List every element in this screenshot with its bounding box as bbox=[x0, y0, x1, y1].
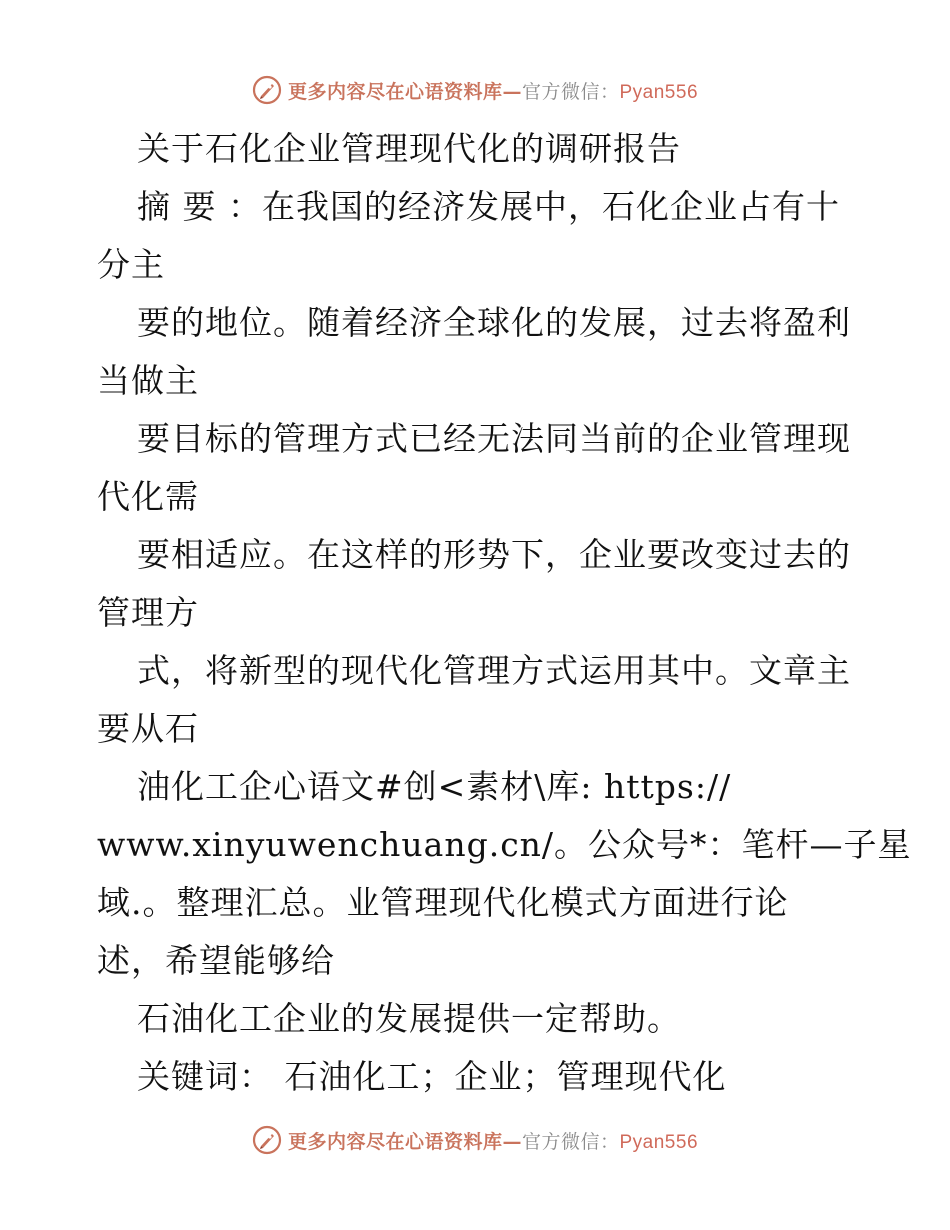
abstract-line: 域.。整理汇总。业管理现代化模式方面进行论 bbox=[97, 883, 789, 922]
watermark-separator: — bbox=[502, 80, 522, 103]
watermark-label: 官方微信： bbox=[521, 1130, 620, 1153]
abstract-line: www.xinyuwenchuang.cn/。公众号*：笔杆—子星 bbox=[97, 825, 912, 864]
watermark-wechat-id: Pyan556 bbox=[619, 81, 699, 103]
document-title: 关于石化企业管理现代化的调研报告 bbox=[137, 129, 681, 168]
abstract-line: 代化需 bbox=[97, 477, 199, 516]
watermark-separator: — bbox=[502, 1130, 522, 1153]
quill-logo-icon bbox=[252, 1125, 282, 1155]
abstract-line: 要目标的管理方式已经无法同当前的企业管理现 bbox=[137, 419, 851, 458]
abstract-line: 要相适应。在这样的形势下，企业要改变过去的 bbox=[137, 535, 851, 574]
keywords-line: 关键词： 石油化工；企业；管理现代化 bbox=[137, 1057, 727, 1096]
header-watermark bbox=[0, 72, 950, 108]
watermark-text bbox=[288, 1127, 698, 1154]
watermark-wechat-id: Pyan556 bbox=[619, 1131, 699, 1153]
abstract-line: 要从石 bbox=[97, 709, 199, 748]
abstract-line: 管理方 bbox=[97, 593, 199, 632]
document-body bbox=[97, 120, 912, 1106]
watermark-brand: 更多内容尽在心语资料库 bbox=[287, 80, 503, 103]
quill-logo-icon bbox=[252, 75, 282, 105]
watermark-label: 官方微信： bbox=[521, 80, 620, 103]
abstract-line: 当做主 bbox=[97, 361, 199, 400]
abstract-line: 式，将新型的现代化管理方式运用其中。文章主 bbox=[137, 651, 851, 690]
footer-watermark bbox=[0, 1122, 950, 1158]
abstract-line: 摘 要 ：在我国的经济发展中，石化企业占有十 bbox=[137, 187, 840, 226]
abstract-line: 石油化工企业的发展提供一定帮助。 bbox=[137, 999, 681, 1038]
abstract-line: 油化工企心语文#创<素材\库: https:// bbox=[137, 767, 732, 806]
abstract-line: 要的地位。随着经济全球化的发展，过去将盈利 bbox=[137, 303, 851, 342]
watermark-text bbox=[288, 77, 698, 104]
abstract-line: 分主 bbox=[97, 245, 165, 284]
watermark-brand: 更多内容尽在心语资料库 bbox=[287, 1130, 503, 1153]
abstract-line: 述，希望能够给 bbox=[97, 941, 335, 980]
